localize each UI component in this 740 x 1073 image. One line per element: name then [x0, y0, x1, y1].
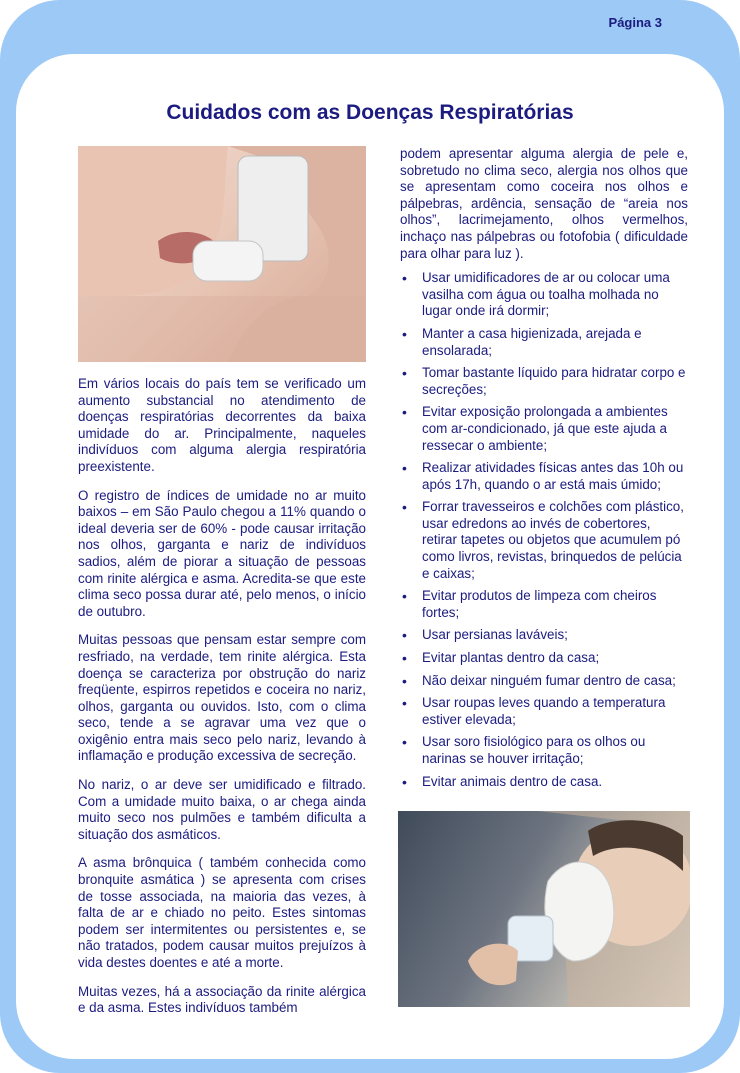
list-item: • Forrar travesseiros e colchões com plástico, usar edredons ao invés de cobertores, retirar tapetes ou objetos que acumulem pó como livros, revistas, brinquedos de pelúcia e caixas;	[400, 499, 688, 582]
list-item: • Não deixar ninguém fumar dentro de casa;	[400, 673, 688, 690]
page-title: Cuidados com as Doenças Respiratórias	[166, 101, 574, 124]
paragraph: O registro de índices de umidade no ar muito baixos – em São Paulo chegou a 11% quando o ideal deveria ser de 60% - pode causar irritação nos olhos, garganta e nariz de indivíduos sadios, além de piorar a situação de pessoas com rinite alérgica e asma. Acredita-se que este clima seco possa durar até, pelo menos, o início de outubro.	[78, 487, 366, 619]
list-item: • Usar roupas leves quando a temperatura estiver elevada;	[400, 695, 688, 728]
paragraph: Muitas vezes, há a associação da rinite alérgica e da asma. Estes indivíduos também	[78, 983, 366, 1016]
paragraph: Em vários locais do país tem se verificado um aumento substancial no atendimento de doenças respiratórias decorrentes da baixa umidade do ar. Principalmente, naqueles indivíduos com alguma alergia respiratória preexistente.	[78, 376, 366, 474]
paragraph: A asma brônquica ( também conhecida como bronquite asmática ) se apresenta com crises de tosse associada, na maioria das vezes, à falta de ar e chiado no peito. Estes sintomas podem ser intermitentes ou persistentes e, se não tratados, podem causar muitos prejuízos à vida destes doentes e até a morte.	[78, 855, 366, 970]
paragraph: No nariz, o ar deve ser umidificado e filtrado. Com a umidade muito baixa, o ar chega ainda muito seco nos pulmões e também dificulta a situação dos asmáticos.	[78, 777, 366, 842]
list-item: • Realizar atividades físicas antes das 10h ou após 17h, quando o ar está mais úmido;	[400, 460, 688, 493]
list-item: • Evitar exposição prolongada a ambientes com ar-condicionado, já que este ajuda a ressecar o ambiente;	[400, 404, 688, 454]
tips-list	[400, 270, 688, 790]
list-item: • Evitar plantas dentro da casa;	[400, 650, 688, 667]
list-item: • Tomar bastante líquido para hidratar corpo e secreções;	[400, 365, 688, 398]
paragraph: podem apresentar alguma alergia de pele e, sobretudo no clima seco, alergia nos olhos que se apresentam como coceira nos olhos e pálpebras, ardência, sensação de “areia nos olhos”, lacrimejamento, olhos vermelhos, inchaço nas pálpebras ou fotofobia ( dificuldade para olhar para luz ).	[400, 146, 688, 261]
paragraph: Muitas pessoas que pensam estar sempre com resfriado, na verdade, tem rinite alérgica. Esta doença se caracteriza por obstrução do nariz freqüente, espirros repetidos e coceira no nariz, olhos, garganta ou ouvidos. Isto, com o clima seco, tende a se agravar uma vez que o oxigênio entra mais seco pelo nariz, levando à inflamação e produção excessiva de secreção.	[78, 632, 366, 764]
left-text-column	[78, 376, 366, 1029]
nebulizer-illustration	[398, 811, 690, 1007]
list-item: • Usar soro fisiológico para os olhos ou narinas se houver irritação;	[400, 734, 688, 767]
right-text-column	[400, 146, 688, 796]
page-number: Página 3	[608, 15, 662, 30]
inhaler-photo	[78, 146, 366, 362]
list-item: • Evitar produtos de limpeza com cheiros fortes;	[400, 588, 688, 621]
inhaler-illustration	[78, 146, 366, 362]
list-item: • Usar persianas laváveis;	[400, 627, 688, 644]
list-item: • Manter a casa higienizada, arejada e ensolarada;	[400, 326, 688, 359]
list-item: • Evitar animais dentro de casa.	[400, 774, 688, 791]
child-mask-photo	[398, 811, 690, 1007]
list-item: • Usar umidificadores de ar ou colocar uma vasilha com água ou toalha molhada no lugar onde irá dormir;	[400, 270, 688, 320]
